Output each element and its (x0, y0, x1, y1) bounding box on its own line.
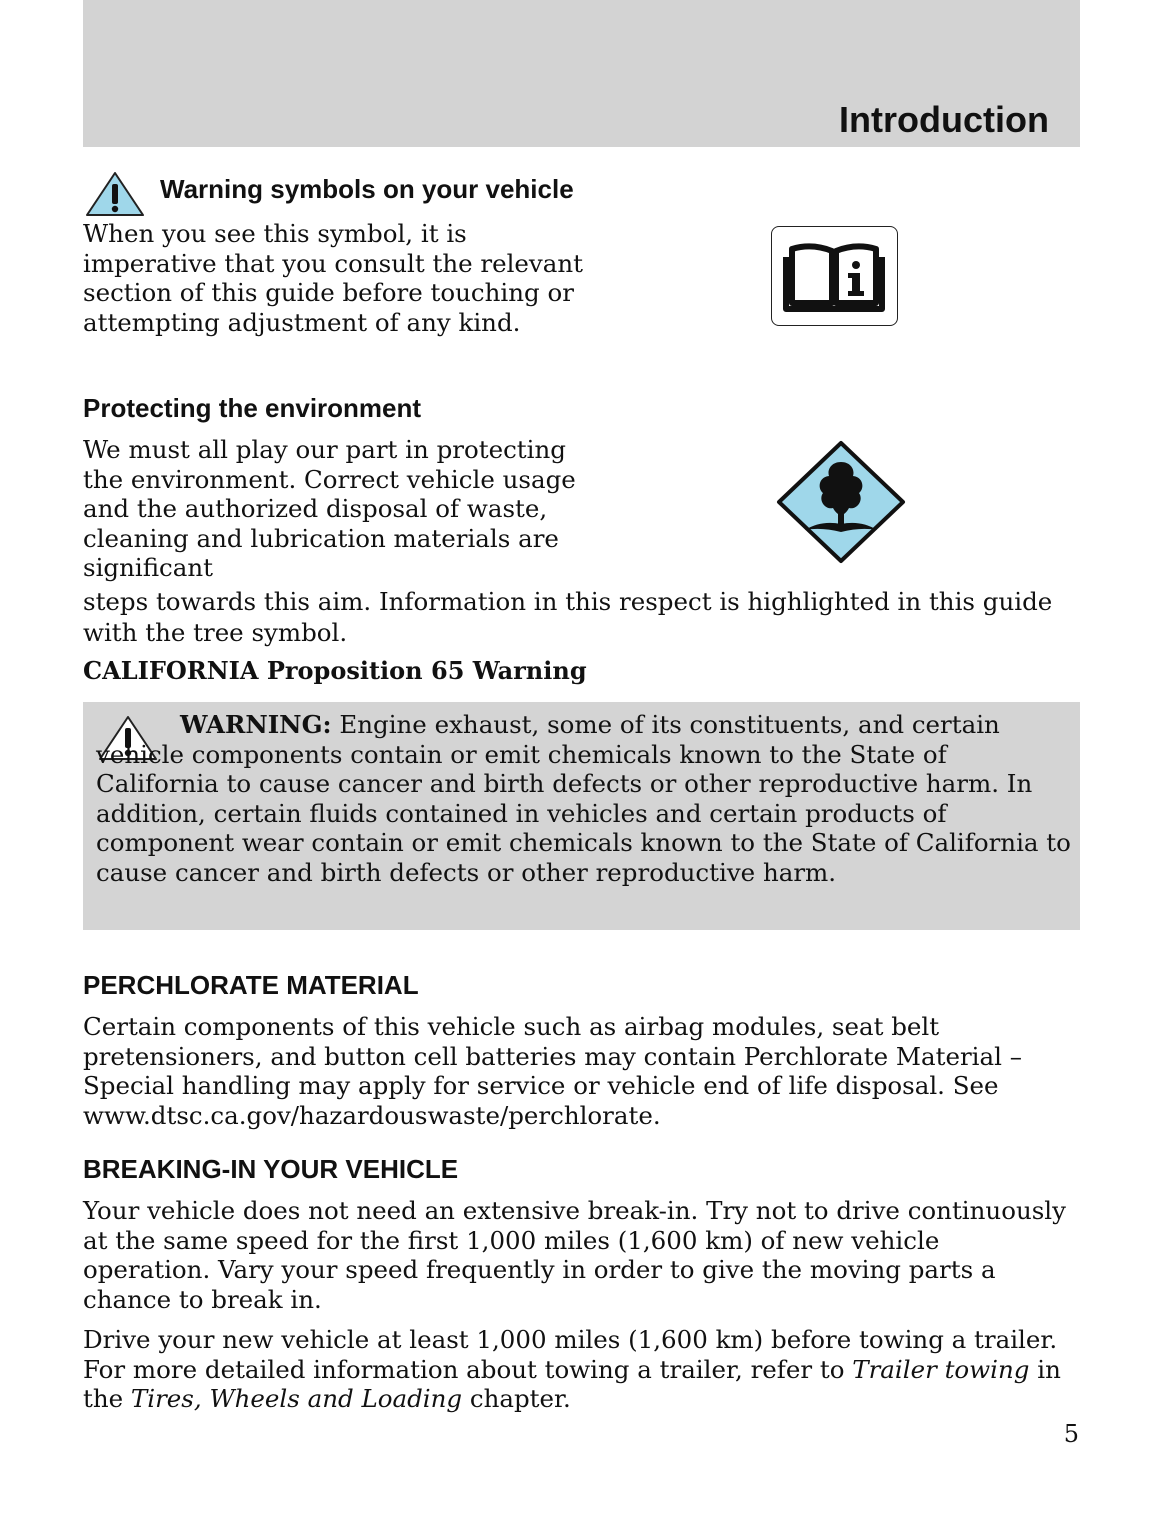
page-title: Introduction (839, 99, 1049, 140)
perchlorate-heading: PERCHLORATE MATERIAL (83, 970, 419, 1000)
para2-start: Drive your new vehicle at least 1,000 miles (1,600 km) before towing a trailer. For more detailed information about towing a trailer, refer to (83, 1325, 1058, 1384)
trailer-towing-ref: Trailer towing (852, 1354, 1030, 1384)
book-info-icon (772, 227, 896, 324)
page-number: 5 (1063, 1420, 1079, 1448)
owner-guide-symbol (771, 226, 898, 326)
tree-symbol-icon (775, 440, 907, 564)
breaking-in-heading: BREAKING-IN YOUR VEHICLE (83, 1154, 459, 1184)
tires-chapter-ref: Tires, Wheels and Loading (130, 1384, 463, 1413)
breaking-in-para2 (83, 1325, 1073, 1414)
environment-text-continued: steps towards this aim. Information in this respect is highlighted in this guide with the tree symbol. (83, 587, 1053, 647)
warning-symbols-text: When you see this symbol, it is imperative that you consult the relevant section of this guide before touching or attempting adjustment of any kind. (83, 219, 584, 337)
warning-symbols-heading: Warning symbols on your vehicle (160, 174, 574, 204)
environment-text-wrapped: We must all play our part in protecting the environment. Correct vehicle usage and the authorized disposal of waste, cleaning and lubrication materials are significant (83, 435, 576, 582)
para2-mid: in the (83, 1354, 1061, 1413)
perchlorate-text: Certain components of this vehicle such as airbag modules, seat belt pretensioners, and button cell batteries may contain Perchlorate Material – Special handling may apply for service or vehicle end of life disposal. See www.dtsc.ca.gov/hazardouswaste/perchlorate. (83, 1012, 1022, 1130)
warning-label: WARNING: (180, 710, 332, 739)
warning-body: Engine exhaust, some of its constituents, and certain vehicle components contain or emit chemicals known to the State of California to cause cancer and birth defects or other reproductive harm. In addition, certain fluids contained in vehicles and certain products of component wear contain or emit chemicals known to the State of California to cause cancer and birth defects or other reproductive harm. (96, 710, 1071, 887)
para2-end: chapter. (469, 1384, 571, 1413)
prop65-heading: CALIFORNIA Proposition 65 Warning (83, 656, 587, 685)
environment-heading: Protecting the environment (83, 393, 422, 423)
prop65-warning-box (83, 702, 1080, 930)
warning-triangle-icon (84, 170, 146, 218)
prop65-warning-text (96, 710, 1071, 887)
header-band (83, 0, 1080, 147)
breaking-in-para1: Your vehicle does not need an extensive break-in. Try not to drive continuously at the same speed for the first 1,000 miles (1,600 km) of new vehicle operation. Vary your speed frequently in order to give the moving parts a chance to break in. (83, 1196, 1066, 1314)
